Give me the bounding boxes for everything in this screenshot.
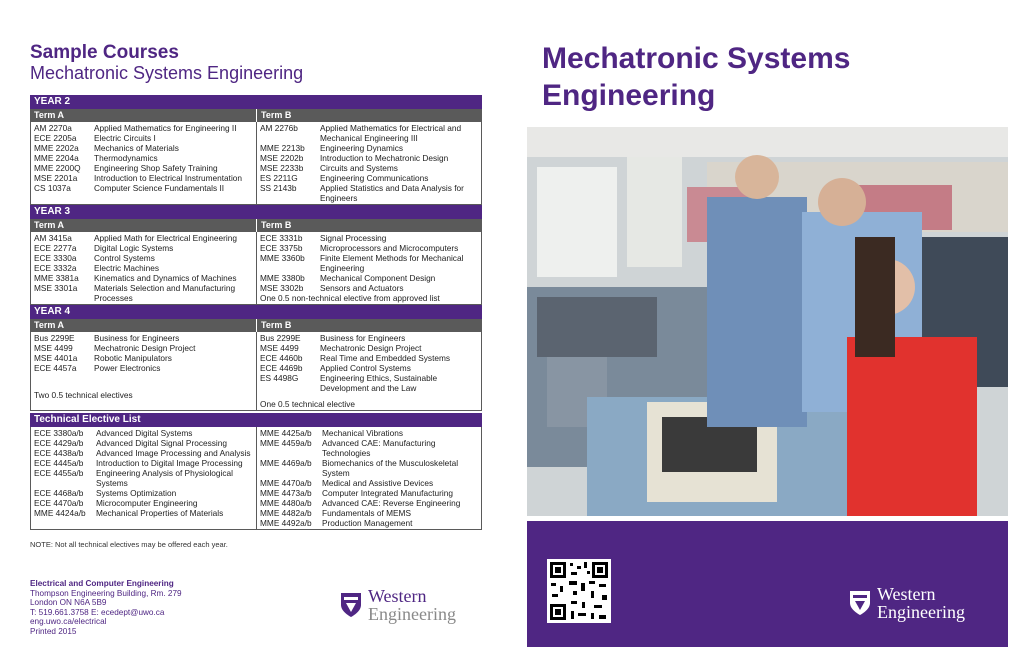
- course-code: ECE 4429a/b: [34, 438, 84, 448]
- course-code: ECE 4469b: [260, 363, 303, 373]
- course-name: Production Management: [322, 518, 413, 528]
- course-row: [34, 468, 253, 488]
- course-name: Computer Integrated Manufacturing: [322, 488, 453, 498]
- term-label: Term B: [256, 219, 482, 232]
- course-code: MME 4425a/b: [260, 428, 312, 438]
- course-code: MME 4470a/b: [260, 478, 312, 488]
- course-code: ECE 4468a/b: [34, 488, 84, 498]
- course-code: MME 2213b: [260, 143, 305, 153]
- elective-column-right: [256, 427, 481, 529]
- term-header-row: [30, 109, 482, 122]
- course-code: ECE 3380a/b: [34, 428, 84, 438]
- course-row: [34, 143, 253, 153]
- year-courses: [30, 332, 482, 411]
- course-name: Engineering Ethics, Sustainable Development and the Law: [320, 373, 438, 393]
- course-code: MSE 3302b: [260, 283, 304, 293]
- course-code: MME 4473a/b: [260, 488, 312, 498]
- course-row: [34, 263, 253, 273]
- course-row: [260, 173, 478, 183]
- western-engineering-logo: [340, 587, 456, 623]
- course-name: Biomechanics of the Musculoskeletal System: [322, 458, 459, 478]
- course-name: Applied Mathematics for Electrical and Mechanical Engineering III: [320, 123, 462, 143]
- course-row: [34, 233, 253, 243]
- course-code: MME 4459a/b: [260, 438, 312, 448]
- course-code: MME 2200Q: [34, 163, 81, 173]
- course-name: Advanced CAE: Manufacturing Technologies: [322, 438, 436, 458]
- course-row: [34, 343, 253, 353]
- term-label: Term A: [34, 110, 65, 120]
- course-name: Mechanical Properties of Materials: [96, 508, 224, 518]
- logo-line1: Western: [368, 586, 427, 606]
- course-name: Business for Engineers: [94, 333, 180, 343]
- year-courses: [30, 232, 482, 305]
- course-row: [260, 458, 478, 478]
- year-header: YEAR 2: [30, 95, 482, 109]
- years-container: [30, 95, 482, 411]
- course-row: [34, 508, 253, 518]
- course-name: Introduction to Mechatronic Design: [320, 153, 449, 163]
- course-name: Systems Optimization: [96, 488, 177, 498]
- course-code: SS 2143b: [260, 183, 297, 193]
- course-row: [34, 333, 253, 343]
- course-code: ECE 4470a/b: [34, 498, 84, 508]
- contact-city: London ON N6A 5B9: [30, 598, 107, 608]
- course-code: ECE 4457a: [34, 363, 77, 373]
- course-name: Engineering Shop Safety Training: [94, 163, 218, 173]
- course-name: Robotic Manipulators: [94, 353, 172, 363]
- course-row: [34, 458, 253, 468]
- course-name: Electric Machines: [94, 263, 160, 273]
- course-name: Advanced Image Processing and Analysis: [96, 448, 251, 458]
- course-code: CS 1037a: [34, 183, 71, 193]
- course-name: Mechatronic Design Project: [94, 343, 196, 353]
- contact-phone-email: T: 519.661.3758 E: ecedept@uwo.ca: [30, 607, 165, 617]
- course-name: Mechanical Component Design: [320, 273, 436, 283]
- logo-line1: Western: [877, 584, 936, 604]
- course-code: MSE 3301a: [34, 283, 78, 293]
- course-code: MSE 4401a: [34, 353, 78, 363]
- course-name: Applied Mathematics for Engineering II: [94, 123, 237, 133]
- course-row: [34, 428, 253, 438]
- course-name: Medical and Assistive Devices: [322, 478, 434, 488]
- course-name: Electric Circuits I: [94, 133, 156, 143]
- course-row: [260, 343, 478, 353]
- course-code: AM 2276b: [260, 123, 298, 133]
- course-code: MSE 2201a: [34, 173, 78, 183]
- course-code: MME 4480a/b: [260, 498, 312, 508]
- course-row: [34, 438, 253, 448]
- course-row: [260, 143, 478, 153]
- course-code: AM 3415a: [34, 233, 72, 243]
- course-row: [260, 478, 478, 488]
- elective-list-body: [30, 427, 482, 530]
- course-row: [34, 363, 253, 373]
- course-row: [260, 508, 478, 518]
- course-row: [260, 498, 478, 508]
- course-code: MME 4482a/b: [260, 508, 312, 518]
- course-name: Introduction to Electrical Instrumentation: [94, 173, 243, 183]
- course-name: Kinematics and Dynamics of Machines: [94, 273, 237, 283]
- term-column: [256, 122, 481, 204]
- course-code: MME 4469a/b: [260, 458, 312, 468]
- course-code: Bus 2299E: [34, 333, 75, 343]
- elective-column-left: [31, 427, 256, 529]
- course-tables: [30, 95, 482, 530]
- course-code: ECE 2205a: [34, 133, 77, 143]
- course-name: Sensors and Actuators: [320, 283, 404, 293]
- course-row: [260, 353, 478, 363]
- term-label: Term A: [34, 320, 65, 330]
- page-title: Sample Courses: [30, 42, 179, 63]
- cover-panel: [527, 521, 1008, 647]
- course-name: Signal Processing: [320, 233, 387, 243]
- course-code: MME 4424a/b: [34, 508, 86, 518]
- shield-icon: [849, 590, 871, 616]
- course-row: [34, 253, 253, 263]
- logo-line2: Engineering: [368, 604, 456, 624]
- shield-icon: [340, 592, 362, 618]
- course-code: MME 3360b: [260, 253, 305, 263]
- course-code: MME 4492a/b: [260, 518, 312, 528]
- course-row: [34, 353, 253, 363]
- course-row: [260, 163, 478, 173]
- course-code: MSE 4499: [260, 343, 299, 353]
- course-row: [260, 488, 478, 498]
- course-name: Engineering Analysis of Physiological Systems: [96, 468, 233, 488]
- term-column: [256, 232, 481, 304]
- term-column: [31, 122, 256, 204]
- contact-building: Thompson Engineering Building, Rm. 279: [30, 588, 182, 598]
- course-name: Real Time and Embedded Systems: [320, 353, 451, 363]
- course-name: Applied Statistics and Data Analysis for Engineers: [320, 183, 464, 203]
- course-code: ECE 3330a: [34, 253, 77, 263]
- western-engineering-logo-cover: [849, 585, 965, 621]
- course-name: Thermodynamics: [94, 153, 158, 163]
- course-name: Control Systems: [94, 253, 155, 263]
- course-row: [260, 253, 478, 273]
- course-row: [34, 153, 253, 163]
- course-name: Advanced CAE: Reverse Engineering: [322, 498, 461, 508]
- course-row: [34, 498, 253, 508]
- course-row: [260, 283, 478, 293]
- course-name: Introduction to Digital Image Processing: [96, 458, 243, 468]
- course-name: Business for Engineers: [320, 333, 406, 343]
- course-name: Fundamentals of MEMS: [322, 508, 411, 518]
- cover-title-line2: Engineering: [542, 79, 716, 112]
- course-row: [260, 243, 478, 253]
- term-column: [256, 332, 481, 410]
- logo-line2: Engineering: [877, 602, 965, 622]
- course-row: [260, 233, 478, 243]
- course-name: Applied Math for Electrical Engineering: [94, 233, 237, 243]
- course-name: Mechanical Vibrations: [322, 428, 404, 438]
- course-code: ECE 4460b: [260, 353, 303, 363]
- term-note: One 0.5 technical elective: [260, 399, 356, 409]
- cover-title-line1: Mechatronic Systems: [542, 42, 851, 75]
- course-code: ECE 3375b: [260, 243, 303, 253]
- course-row: [34, 173, 253, 183]
- course-row: [260, 273, 478, 283]
- course-name: Computer Science Fundamentals II: [94, 183, 225, 193]
- course-name: Microcomputer Engineering: [96, 498, 198, 508]
- course-name: Engineering Communications: [320, 173, 429, 183]
- course-name: Engineering Dynamics: [320, 143, 404, 153]
- course-code: ECE 4445a/b: [34, 458, 84, 468]
- page-subtitle: Mechatronic Systems Engineering: [30, 63, 304, 83]
- elective-list-title: Technical Elective List: [30, 413, 482, 427]
- contact-web: eng.uwo.ca/electrical: [30, 617, 107, 627]
- year-courses: [30, 122, 482, 205]
- course-code: MME 2204a: [34, 153, 79, 163]
- course-name: Materials Selection and Manufacturing Processes: [94, 283, 236, 303]
- course-row: [34, 133, 253, 143]
- term-column: [31, 232, 256, 304]
- course-name: Circuits and Systems: [320, 163, 398, 173]
- course-row: [34, 163, 253, 173]
- course-name: Mechanics of Materials: [94, 143, 179, 153]
- footnote: NOTE: Not all technical electives may be offered each year.: [30, 540, 228, 549]
- course-code: ECE 4455a/b: [34, 468, 84, 478]
- course-row: [34, 488, 253, 498]
- lab-photo: [527, 127, 1008, 516]
- course-code: ECE 3331b: [260, 233, 303, 243]
- term-column: [31, 332, 256, 410]
- course-row: [260, 373, 478, 393]
- course-name: Applied Control Systems: [320, 363, 411, 373]
- course-code: MME 3380b: [260, 273, 305, 283]
- course-code: ECE 4438a/b: [34, 448, 84, 458]
- contact-dept: Electrical and Computer Engineering: [30, 579, 174, 588]
- course-code: ES 4498G: [260, 373, 299, 383]
- course-code: MSE 4499: [34, 343, 73, 353]
- course-row: [34, 123, 253, 133]
- course-code: ECE 2277a: [34, 243, 77, 253]
- course-name: Advanced Digital Signal Processing: [96, 438, 227, 448]
- term-label: Term B: [256, 109, 482, 122]
- course-row: [34, 183, 253, 193]
- course-name: Finite Element Methods for Mechanical Engineering: [320, 253, 464, 273]
- course-code: MSE 2233b: [260, 163, 304, 173]
- term-label: Term B: [256, 319, 482, 332]
- course-code: MME 3381a: [34, 273, 79, 283]
- course-name: Power Electronics: [94, 363, 161, 373]
- printed-year: Printed 2015: [30, 626, 77, 636]
- course-code: MME 2202a: [34, 143, 79, 153]
- course-row: [34, 273, 253, 283]
- qr-code-icon: [547, 559, 611, 623]
- course-code: MSE 2202b: [260, 153, 304, 163]
- course-name: Advanced Digital Systems: [96, 428, 193, 438]
- course-row: [34, 243, 253, 253]
- term-header-row: [30, 219, 482, 232]
- course-code: ES 2211G: [260, 173, 298, 183]
- year-header: YEAR 4: [30, 305, 482, 319]
- term-header-row: [30, 319, 482, 332]
- course-name: Mechatronic Design Project: [320, 343, 422, 353]
- course-row: [260, 123, 478, 143]
- course-code: AM 2270a: [34, 123, 72, 133]
- course-row: [260, 333, 478, 343]
- term-label: Term A: [34, 220, 65, 230]
- contact-block: [30, 579, 182, 637]
- year-header: YEAR 3: [30, 205, 482, 219]
- course-row: [260, 438, 478, 458]
- course-row: [260, 518, 478, 528]
- cover-title: [542, 40, 850, 114]
- term-note: One 0.5 non-technical elective from approved list: [260, 293, 440, 303]
- term-note: Two 0.5 technical electives: [34, 390, 133, 400]
- course-name: Digital Logic Systems: [94, 243, 174, 253]
- course-name: Microprocessors and Microcomputers: [320, 243, 459, 253]
- course-row: [260, 153, 478, 163]
- course-row: [34, 283, 253, 303]
- course-row: [260, 363, 478, 373]
- course-row: [34, 448, 253, 458]
- course-row: [260, 183, 478, 203]
- course-code: Bus 2299E: [260, 333, 301, 343]
- course-row: [260, 428, 478, 438]
- course-code: ECE 3332a: [34, 263, 77, 273]
